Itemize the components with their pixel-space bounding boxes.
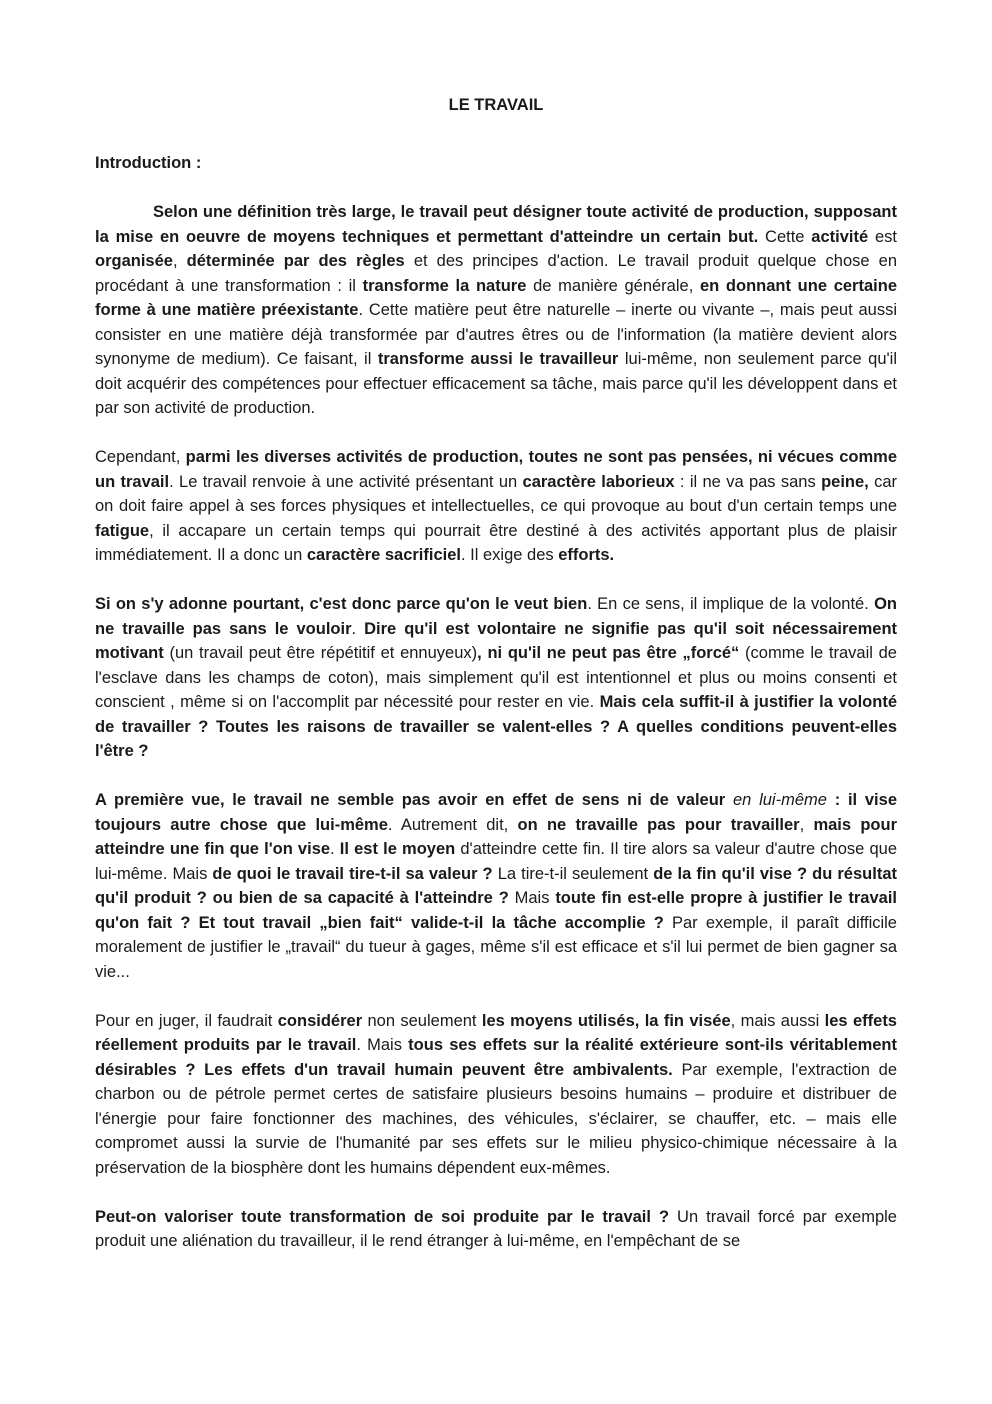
text-run: est <box>868 227 897 246</box>
text-run: Un travail forcé par exemple produit une aliénation du travailleur, il le rend étranger à lui-même, en l'empêchant de se <box>95 1207 897 1250</box>
text-run: , mais aussi <box>730 1011 825 1030</box>
bold-text-run: on ne travaille pas pour travailler <box>517 815 800 834</box>
text-run: , <box>799 815 814 834</box>
text-run: , il accapare un certain temps qui pourrait être destiné à des activités apportant plus de plaisir immédiatement. Il a donc un <box>95 521 897 564</box>
paragraph <box>95 445 897 568</box>
bold-text-run: de quoi le travail tire-t-il sa valeur ? <box>212 864 493 883</box>
bold-text-run: parmi les diverses activités de production, toutes ne sont pas pensées, ni vécues comme un travail <box>95 448 898 491</box>
bold-text-run: Mais cela suffit-il à justifier la volonté de travailler ? Toutes les raisons de travailler se valent-elles ? A quelles conditions peuvent-elles l'être ? <box>95 693 897 760</box>
bold-text-run: : il vise toujours autre chose que lui-même <box>95 791 897 834</box>
bold-text-run: les effets réellement produits par le travail <box>95 1011 897 1054</box>
text-run: Pour en juger, il faudrait <box>95 1011 278 1030</box>
intro-heading: Introduction : <box>95 153 202 172</box>
bold-text-run: caractère sacrificiel <box>306 546 461 564</box>
text-run: , <box>172 252 187 270</box>
text-run: . Il exige des <box>460 546 559 564</box>
bold-text-run: efforts. <box>558 546 615 564</box>
bold-text-run: Peut-on valoriser toute transformation de soi produite par le travail ? <box>95 1207 670 1226</box>
paragraph <box>95 200 897 421</box>
text-run: (comme le travail de l'esclave dans les champs de coton), mais simplement qu'il est intentionnel et plus ou moins consenti et conscient , même si on l'accomplit par nécessité pour rester en vie. <box>95 644 897 711</box>
document-title: LE TRAVAIL <box>448 96 544 114</box>
text-run: . <box>330 840 340 858</box>
bold-text-run: Si on s'y adonne pourtant, c'est donc parce qu'on le veut bien <box>95 595 588 613</box>
bold-text-run: , ni qu'il ne peut pas être „forcé“ <box>477 644 740 662</box>
text-run: Cependant, <box>95 448 186 466</box>
text-run: . Mais <box>356 1036 409 1054</box>
paragraph <box>95 788 897 984</box>
text-run: (un travail peut être répétitif et ennuyeux) <box>163 644 478 662</box>
document-page <box>95 93 897 1278</box>
bold-text-run: Selon une définition très large, le travail peut désigner toute activité de production, supposant la mise en oeuvre de moyens techniques et permettant d'atteindre un certain but. <box>95 203 897 246</box>
text-run: . Autrement dit, <box>387 815 518 834</box>
bold-text-run: déterminée par des règles <box>186 252 405 270</box>
paragraph <box>95 592 897 764</box>
bold-text-run: mais pour atteindre une fin que l'on vise <box>95 815 897 858</box>
text-run: La tire-t-il seulement <box>492 864 654 883</box>
bold-text-run: A première vue, le travail ne semble pas avoir en effet de sens ni de valeur <box>95 791 733 809</box>
bold-text-run: fatigue <box>95 521 150 540</box>
text-run: . En ce sens, il implique de la volonté. <box>587 595 875 613</box>
text-run: . <box>351 619 365 638</box>
text-run: . Le travail renvoie à une activité présentant un <box>169 472 523 491</box>
bold-text-run: toute fin est-elle propre à justifier le travail qu'on fait ? Et tout travail „bien fait“ valide-t-il la tâche accomplie ? <box>95 889 897 932</box>
paragraph <box>95 1009 897 1181</box>
text-run: lui-même, non seulement parce qu'il doit acquérir des compétences pour effectuer efficacement sa tâche, mais parce qu'il les développent dans et par son activité de production. <box>95 350 897 417</box>
text-run: d'atteindre cette fin. Il tire alors sa valeur d'autre chose que lui-même. Mais <box>95 840 897 883</box>
bold-text-run: organisée <box>95 252 173 270</box>
paragraph <box>95 1205 897 1254</box>
bold-text-run: transforme aussi le travailleur <box>377 350 619 368</box>
bold-text-run: considérer <box>277 1011 363 1030</box>
text-run: Cette <box>758 227 812 246</box>
text-run: Par exemple, il paraît difficile moralement de justifier le „travail“ du tueur à gages, même s'il est efficace et s'il lui permet de bien gagner sa vie... <box>95 913 897 981</box>
bold-text-run: transforme la nature <box>362 276 527 295</box>
bold-text-run: les moyens utilisés, la fin visée <box>481 1011 731 1030</box>
text-run: . Cette matière peut être naturelle – inerte ou vivante –, mais peut aussi consister en une matière déjà transformée par d'autres êtres ou de l'information (la matière devient alors synonyme de medium). Ce faisant, il <box>95 301 897 368</box>
bold-text-run: de la fin qu'il vise ? du résultat qu'il produit ? ou bien de sa capacité à l'atteindre ? <box>95 864 897 907</box>
bold-text-run: On ne travaille pas sans le vouloir <box>95 595 897 638</box>
text-run: : il ne va pas sans <box>674 472 822 491</box>
bold-text-run: en donnant une certaine forme à une matière préexistante <box>95 276 897 319</box>
bold-text-run: activité <box>811 227 869 246</box>
text-run: Mais <box>508 889 556 907</box>
bold-text-run: Il est le moyen <box>339 840 456 858</box>
bold-text-run: peine, <box>821 472 869 491</box>
text-run: car on doit faire appel à ses forces physiques et intellectuelles, ce qui provoque au bout d'un certain temps une <box>95 472 897 515</box>
text-run: Par exemple, l'extraction de charbon ou de pétrole permet certes de satisfaire plusieurs besoins humains – produire et distribuer de l'énergie pour faire fonctionner des machines, des véhicules, s'éclairer, se chauffer, etc. – mais elle compromet aussi la survie de l'humanité par ses effets sur le milieu physico-chimique nécessaire à la préservation de la biosphère dont les humains dépendent eux-mêmes. <box>95 1060 897 1177</box>
text-run: non seulement <box>362 1011 482 1030</box>
text-run: et des principes d'action. Le travail produit quelque chose en procédant à une transformation : il <box>95 252 898 295</box>
bold-text-run: Dire qu'il est volontaire ne signifie pas qu'il soit nécessairement motivant <box>95 619 898 662</box>
text-run: de manière générale, <box>526 276 700 295</box>
bold-text-run: caractère laborieux <box>522 472 675 491</box>
italic-text-run: en lui-même <box>732 791 827 809</box>
bold-text-run: tous ses effets sur la réalité extérieure sont-ils véritablement désirables ? Les effets d'un travail humain peuvent être ambivalents. <box>95 1036 897 1079</box>
